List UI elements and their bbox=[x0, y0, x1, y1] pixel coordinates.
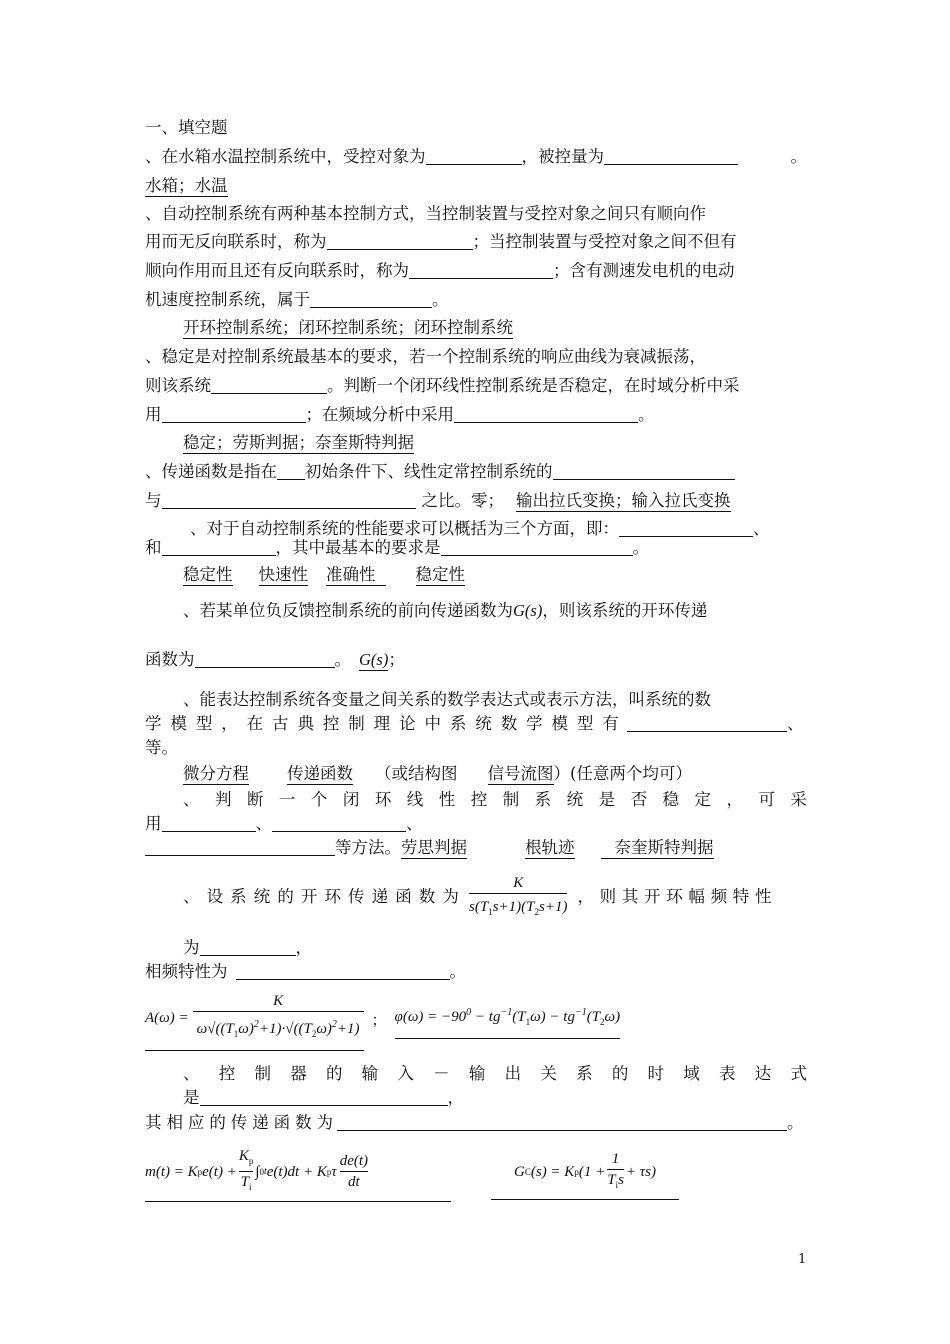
spaced-char: 有 bbox=[602, 714, 619, 733]
spaced-char: 型 bbox=[576, 714, 594, 733]
spaced-char: 统 bbox=[253, 887, 271, 906]
blank[interactable] bbox=[195, 650, 335, 668]
question-7-line-1: 、能表达控制系统各变量之间关系的数学表达式或表示方法，叫系统的数 bbox=[183, 690, 711, 709]
spaced-char: 制 bbox=[348, 714, 365, 733]
question-4-line-1: 、传递函数是指在 初始条件下、线性定常控制系统的 bbox=[145, 462, 807, 482]
spaced-char: 系 bbox=[534, 790, 552, 809]
answer-1: 水箱；水温 bbox=[145, 176, 228, 195]
spaced-char: 函 bbox=[273, 1113, 291, 1132]
question-9-line-3: 相频特性为 。 bbox=[145, 962, 466, 981]
g-of-s: G(s) bbox=[513, 601, 543, 620]
spaced-char: 时 bbox=[647, 1064, 665, 1083]
blank[interactable] bbox=[200, 938, 296, 956]
question-9-line-2: 为 ， bbox=[183, 938, 312, 957]
question-8-line-1 bbox=[183, 790, 807, 810]
spaced-char: 制 bbox=[502, 790, 520, 809]
answer-2: 开环控制系统；闭环控制系统；闭环控制系统 bbox=[183, 318, 513, 337]
spaced-char: 环 bbox=[324, 887, 341, 906]
spaced-char: 其 bbox=[145, 1113, 162, 1132]
open-loop-transfer-function: $\frac{K}{s(T_1s+1)(T_2s+1)}$ bbox=[469, 873, 567, 922]
question-5-line-1: 、对于自动控制系统的性能要求可以概括为三个方面，即： 、 bbox=[190, 519, 770, 538]
spaced-char: 控 bbox=[470, 790, 488, 809]
spaced-char: 的 bbox=[277, 887, 294, 906]
spaced-char: 幅 bbox=[688, 887, 705, 906]
spaced-char: 定 bbox=[694, 790, 711, 809]
answer-7: 微分方程 传递函数 （或结构图 信号流图）(任意两个均可） bbox=[183, 764, 692, 783]
question-3-line-1: 、稳定是对控制系统最基本的要求，若一个控制系统的响应曲线为衰减振荡， bbox=[145, 347, 706, 366]
spaced-char: 输 bbox=[361, 1064, 379, 1083]
spaced-char: ， bbox=[726, 790, 743, 809]
spaced-char: 可 bbox=[758, 790, 775, 809]
phase-answer: $\varphi(\omega) = -90^0 - tg^{-1}(T_1\omega) - tg^{-1}(T_2\omega)$ bbox=[395, 1003, 621, 1039]
blank[interactable] bbox=[162, 538, 276, 556]
question-8-line-2: 用 、 、 bbox=[145, 814, 423, 833]
question-10-line-2: 是 ， bbox=[183, 1088, 464, 1107]
spaced-char: 个 bbox=[310, 790, 328, 809]
spaced-char: 学 bbox=[526, 714, 543, 733]
spaced-char: ， bbox=[577, 887, 594, 906]
spaced-char: 系 bbox=[449, 714, 467, 733]
blank[interactable] bbox=[426, 147, 522, 165]
question-7-line-2: 学 模 型 ， 在 古 典 控 制 理 论 中 系 统 数 学 模 型 有 、 bbox=[145, 714, 804, 733]
section-title: 一、填空题 bbox=[145, 118, 228, 137]
blank[interactable] bbox=[310, 290, 432, 308]
blank[interactable] bbox=[327, 232, 473, 250]
question-3-line-3: 用 ；在频域分析中采用 。 bbox=[145, 405, 655, 424]
blank[interactable] bbox=[236, 962, 450, 980]
spaced-char: 数 bbox=[418, 887, 436, 906]
spaced-char: 数 bbox=[295, 1113, 312, 1132]
blank[interactable] bbox=[604, 147, 738, 165]
answer-5: 稳定性 快速性 准确性 稳定性 bbox=[183, 565, 465, 584]
spaced-char: 出 bbox=[504, 1064, 522, 1083]
answer-6: G(s) bbox=[359, 650, 389, 669]
blank[interactable] bbox=[337, 1113, 787, 1131]
question-2-line-3: 顺向作用而且还有反向联系时，称为 ；含有测速发电机的电动 bbox=[145, 261, 735, 280]
spaced-char: 递 bbox=[371, 887, 389, 906]
spaced-char: 传 bbox=[348, 887, 365, 906]
page-number: 1 bbox=[798, 1252, 807, 1267]
spaced-char: 模 bbox=[551, 714, 568, 733]
spaced-char: 表 bbox=[719, 1064, 736, 1083]
spaced-char: 器 bbox=[290, 1064, 307, 1083]
spaced-char: 闭 bbox=[342, 790, 360, 809]
spaced-char: 论 bbox=[399, 714, 416, 733]
spaced-char: 数 bbox=[500, 714, 518, 733]
answer-3: 稳定；劳斯判据；奈奎斯特判据 bbox=[183, 433, 414, 452]
spaced-char: ， bbox=[221, 714, 238, 733]
question-7-line-3: 等。 bbox=[145, 738, 178, 757]
question-2-line-4: 机速度控制系统，属于 。 bbox=[145, 290, 449, 309]
spaced-char: 线 bbox=[406, 790, 424, 809]
spaced-char: 统 bbox=[475, 714, 492, 733]
spaced-char: 环 bbox=[374, 790, 392, 809]
spaced-char: 典 bbox=[297, 714, 314, 733]
spaced-char: 制 bbox=[254, 1064, 271, 1083]
spaced-char: 开 bbox=[300, 887, 318, 906]
spaced-char: 开 bbox=[644, 887, 661, 906]
spaced-char: 的 bbox=[325, 1064, 343, 1083]
question-8-line-3: 等方法。劳思判据 根轨迹 奈奎斯特判据 bbox=[145, 838, 807, 858]
spaced-char: － bbox=[433, 1064, 450, 1083]
spaced-char: 、 bbox=[183, 887, 200, 906]
blank[interactable] bbox=[441, 538, 633, 556]
answer-9: A(ω) = $\frac{K}{\omega√((T_1\omega)^2+1)\cdot√((T_2\omega)^2+1)}$ ； $\varphi(\omega) = -90^0 - tg^{-1}(T_1\omega) - tg^{-1}(T_2\omega)$ bbox=[145, 990, 620, 1052]
spaced-char: 的 bbox=[209, 1113, 226, 1132]
question-5-line-2: 和 ，其中最基本的要求是 。 bbox=[145, 538, 649, 557]
question-10-line-1 bbox=[183, 1064, 807, 1084]
spaced-char: 为 bbox=[442, 887, 459, 906]
question-9-line-1 bbox=[183, 872, 807, 922]
spaced-char: 性 bbox=[438, 790, 456, 809]
spaced-char: 、 bbox=[183, 1064, 200, 1083]
spaced-char: 系 bbox=[230, 887, 247, 906]
spaced-char: 其 bbox=[621, 887, 639, 906]
spaced-char: 否 bbox=[630, 790, 648, 809]
question-2-line-1: 、自动控制系统有两种基本控制方式，当控制装置与受控对象之间只有顺向作 bbox=[145, 204, 706, 223]
blank[interactable] bbox=[277, 462, 305, 480]
spaced-char: 设 bbox=[206, 887, 224, 906]
spaced-char: 、 bbox=[183, 790, 200, 809]
spaced-char: 古 bbox=[272, 714, 289, 733]
spaced-char: 型 bbox=[195, 714, 213, 733]
blank[interactable] bbox=[627, 714, 787, 732]
blank[interactable] bbox=[145, 838, 335, 856]
spaced-char: 性 bbox=[754, 887, 772, 906]
spaced-char: 控 bbox=[322, 714, 340, 733]
spaced-char: 传 bbox=[230, 1113, 248, 1132]
spaced-char: 输 bbox=[468, 1064, 486, 1083]
question-6-line-2: 函数为 。 G(s)； bbox=[145, 650, 405, 669]
spaced-char: 达 bbox=[754, 1064, 772, 1083]
spaced-char: 则 bbox=[599, 887, 617, 906]
spaced-char: 域 bbox=[683, 1064, 700, 1083]
spaced-char: 相 bbox=[166, 1113, 183, 1132]
transfer-function-answer: G C (s) = K p (1 + $\frac{1}{T_is}$ + τs) bbox=[491, 1149, 679, 1200]
blank[interactable] bbox=[162, 491, 416, 509]
question-4-line-2: 与 之比。零； 输出拉氏变换；输入拉氏变换 bbox=[145, 491, 731, 510]
spaced-char: 频 bbox=[710, 887, 728, 906]
question-1: 、在水箱水温控制系统中，受控对象为 ，被控量为 。 bbox=[145, 147, 807, 166]
spaced-char: 统 bbox=[566, 790, 584, 809]
spaced-char: 系 bbox=[576, 1064, 593, 1083]
blank[interactable] bbox=[409, 261, 553, 279]
spaced-char: 为 bbox=[316, 1113, 333, 1132]
spaced-char: 一 bbox=[278, 790, 296, 809]
spaced-char: 学 bbox=[145, 714, 162, 733]
time-domain-answer: m(t) = K p e(t) + $\frac{K_p}{T_i}$ ∫ 0 t e(t)dt + K p τ $\frac{de(t)}{dt}$ bbox=[145, 1146, 451, 1202]
spaced-char: 断 bbox=[246, 790, 264, 809]
spaced-char: 在 bbox=[246, 714, 264, 733]
spaced-char: 的 bbox=[611, 1064, 629, 1083]
blank[interactable] bbox=[619, 519, 753, 537]
answer-10 bbox=[145, 1144, 679, 1204]
question-6-line-1: 、若某单位负反馈控制系统的前向传递函数为G(s)，则该系统的开环传递 bbox=[183, 601, 708, 620]
spaced-char: 环 bbox=[666, 887, 683, 906]
question-10-line-3: 其 相 应 的 传 递 函 数 为 。 bbox=[145, 1113, 804, 1132]
blank[interactable] bbox=[272, 814, 406, 832]
blank[interactable] bbox=[211, 376, 327, 394]
spaced-char: 是 bbox=[598, 790, 616, 809]
spaced-char: 函 bbox=[395, 887, 412, 906]
question-3-line-2: 则该系统 。判断一个闭环线性控制系统是否稳定，在时域分析中采 bbox=[145, 376, 740, 395]
spaced-char: 模 bbox=[170, 714, 187, 733]
spaced-char: 控 bbox=[218, 1064, 236, 1083]
blank[interactable] bbox=[200, 1088, 448, 1106]
blank[interactable] bbox=[162, 405, 306, 423]
spaced-char: 应 bbox=[187, 1113, 205, 1132]
spaced-char: 递 bbox=[252, 1113, 269, 1132]
spaced-char: 采 bbox=[790, 790, 807, 809]
question-2-line-2: 用而无反向联系时，称为 ；当控制装置与受控对象之间不但有 bbox=[145, 232, 737, 251]
spaced-char: 特 bbox=[732, 887, 750, 906]
blank[interactable] bbox=[454, 405, 638, 423]
spaced-char: 关 bbox=[540, 1064, 557, 1083]
amplitude-answer: A(ω) = $\frac{K}{\omega√((T_1\omega)^2+1)\cdot√((T_2\omega)^2+1)}$ bbox=[145, 991, 364, 1051]
spaced-char: 入 bbox=[397, 1064, 414, 1083]
spaced-char: 判 bbox=[214, 790, 232, 809]
blank[interactable] bbox=[162, 814, 256, 832]
blank[interactable] bbox=[553, 462, 735, 480]
spaced-char: 稳 bbox=[662, 790, 680, 809]
spaced-char: 式 bbox=[790, 1064, 807, 1083]
spaced-char: 理 bbox=[373, 714, 391, 733]
spaced-char: 中 bbox=[424, 714, 441, 733]
